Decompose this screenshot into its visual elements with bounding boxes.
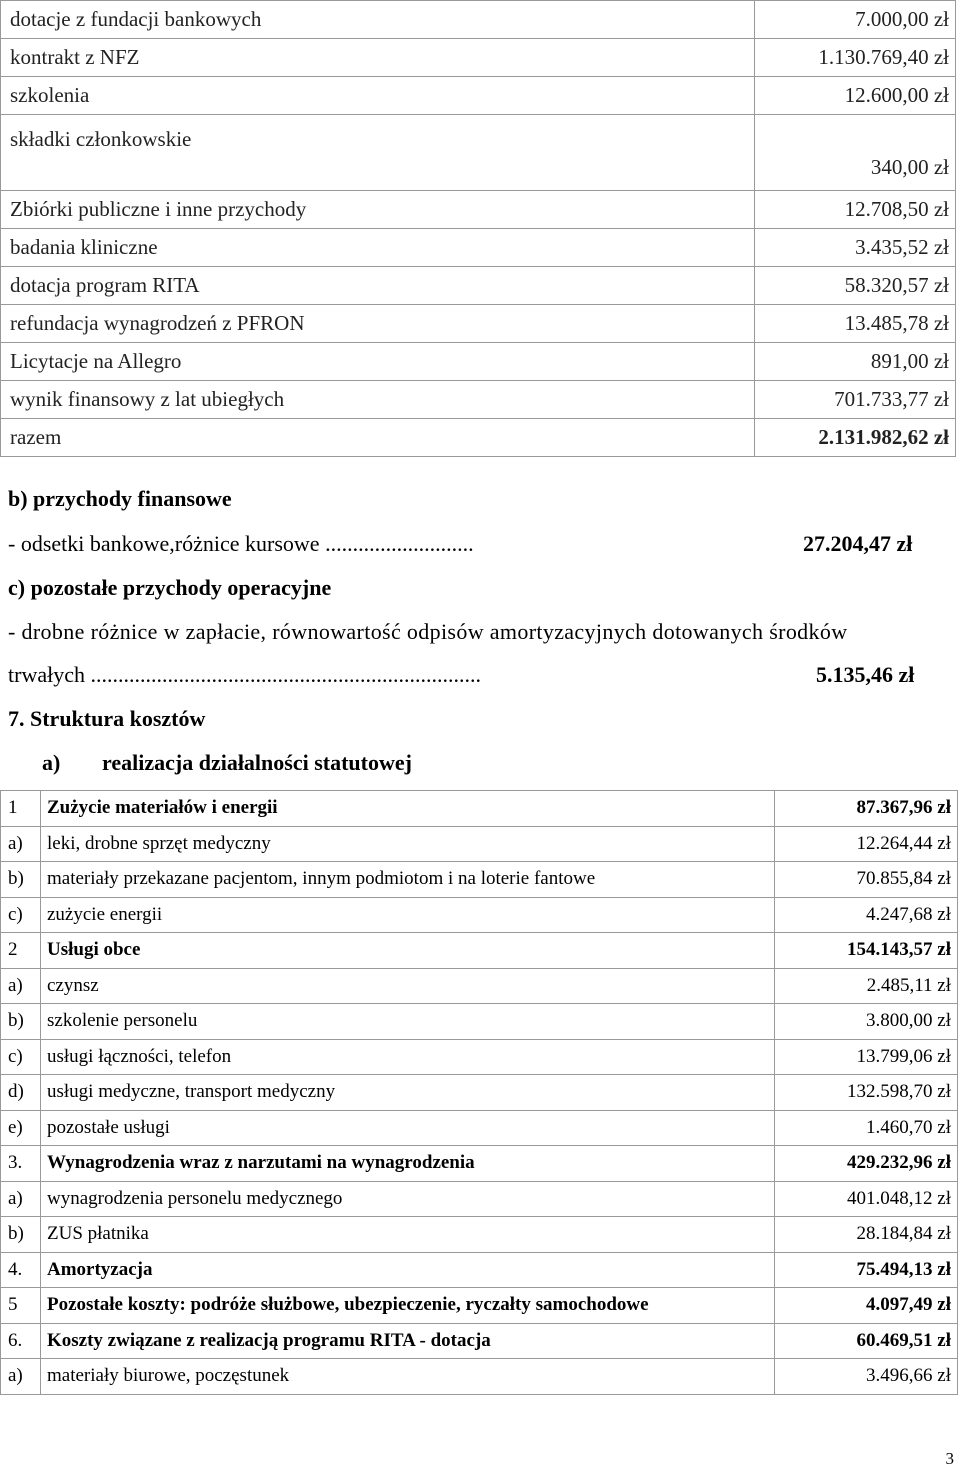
cost-label: usługi łączności, telefon: [41, 1039, 775, 1075]
cost-row: [1, 1146, 958, 1182]
cost-label: Koszty związane z realizacją programu RITA - dotacja: [41, 1323, 775, 1359]
cost-value: 12.264,44 zł: [775, 826, 958, 862]
cost-value: 1.460,70 zł: [775, 1110, 958, 1146]
income-amount: 12.708,50 zł: [755, 191, 956, 229]
section-c-line1: - drobne różnice w zapłacie, równowartość odpisów amortyzacyjnych dotowanych środków: [8, 619, 848, 644]
income-row: [1, 267, 956, 305]
cost-row: [1, 1217, 958, 1253]
income-amount: 2.131.982,62 zł: [755, 419, 956, 457]
cost-row: [1, 1359, 958, 1395]
cost-label: materiały przekazane pacjentom, innym podmiotom i na loterie fantowe: [41, 862, 775, 898]
cost-num: 3.: [1, 1146, 41, 1182]
cost-row: [1, 826, 958, 862]
cost-num: b): [1, 862, 41, 898]
cost-label: Zużycie materiałów i energii: [41, 791, 775, 827]
cost-num: b): [1, 1004, 41, 1040]
section-b-line-label: - odsetki bankowe,różnice kursowe ...........................: [8, 531, 474, 556]
cost-value: 3.496,66 zł: [775, 1359, 958, 1395]
cost-table: [0, 790, 958, 1395]
income-row: [1, 39, 956, 77]
cost-value: 75.494,13 zł: [775, 1252, 958, 1288]
cost-label: zużycie energii: [41, 897, 775, 933]
cost-label: czynsz: [41, 968, 775, 1004]
section-7-subheading: [42, 750, 412, 776]
cost-value: 2.485,11 zł: [775, 968, 958, 1004]
income-row: [1, 419, 956, 457]
cost-label: usługi medyczne, transport medyczny: [41, 1075, 775, 1111]
cost-row: [1, 1039, 958, 1075]
income-label: Zbiórki publiczne i inne przychody: [1, 191, 755, 229]
income-row: [1, 305, 956, 343]
income-amount: 58.320,57 zł: [755, 267, 956, 305]
cost-row: [1, 1288, 958, 1324]
income-amount: 13.485,78 zł: [755, 305, 956, 343]
cost-row: [1, 1181, 958, 1217]
cost-num: a): [1, 826, 41, 862]
section-7-heading: 7. Struktura kosztów: [8, 706, 206, 731]
cost-row: [1, 933, 958, 969]
section-b-line-amount: 27.204,47 zł: [803, 531, 913, 556]
income-amount: 12.600,00 zł: [755, 77, 956, 115]
cost-value: 401.048,12 zł: [775, 1181, 958, 1217]
income-row: [1, 343, 956, 381]
cost-label: wynagrodzenia personelu medycznego: [41, 1181, 775, 1217]
income-amount: 701.733,77 zł: [755, 381, 956, 419]
income-amount: 891,00 zł: [755, 343, 956, 381]
income-amount: 1.130.769,40 zł: [755, 39, 956, 77]
cost-row: [1, 862, 958, 898]
cost-label: ZUS płatnika: [41, 1217, 775, 1253]
cost-row: [1, 897, 958, 933]
cost-value: 154.143,57 zł: [775, 933, 958, 969]
income-label: Licytacje na Allegro: [1, 343, 755, 381]
cost-label: pozostałe usługi: [41, 1110, 775, 1146]
cost-num: a): [1, 1359, 41, 1395]
income-row: [1, 381, 956, 419]
cost-num: a): [1, 968, 41, 1004]
cost-row: [1, 1252, 958, 1288]
cost-label: Usługi obce: [41, 933, 775, 969]
income-row: [1, 77, 956, 115]
cost-label: Pozostałe koszty: podróże służbowe, ubezpieczenie, ryczałty samochodowe: [41, 1288, 775, 1324]
income-label: kontrakt z NFZ: [1, 39, 755, 77]
income-amount: 7.000,00 zł: [755, 1, 956, 39]
income-row: [1, 229, 956, 267]
cost-label: materiały biurowe, poczęstunek: [41, 1359, 775, 1395]
section-c-line2-amount: 5.135,46 zł: [816, 662, 915, 687]
cost-value: 132.598,70 zł: [775, 1075, 958, 1111]
cost-value: 4.097,49 zł: [775, 1288, 958, 1324]
cost-num: b): [1, 1217, 41, 1253]
cost-value: 60.469,51 zł: [775, 1323, 958, 1359]
cost-row: [1, 1075, 958, 1111]
section-c-heading: c) pozostałe przychody operacyjne: [8, 575, 332, 600]
cost-row: [1, 1110, 958, 1146]
cost-value: 4.247,68 zł: [775, 897, 958, 933]
cost-value: 87.367,96 zł: [775, 791, 958, 827]
income-label: szkolenia: [1, 77, 755, 115]
income-amount: 3.435,52 zł: [755, 229, 956, 267]
income-amount: 340,00 zł: [755, 115, 956, 191]
cost-num: e): [1, 1110, 41, 1146]
cost-num: 1: [1, 791, 41, 827]
cost-label: Amortyzacja: [41, 1252, 775, 1288]
cost-num: 2: [1, 933, 41, 969]
cost-value: 70.855,84 zł: [775, 862, 958, 898]
income-label: dotacja program RITA: [1, 267, 755, 305]
cost-num: 5: [1, 1288, 41, 1324]
income-label: składki członkowskie: [1, 115, 755, 191]
income-row: [1, 191, 956, 229]
cost-value: 429.232,96 zł: [775, 1146, 958, 1182]
page-number: 3: [945, 1449, 954, 1468]
income-label: wynik finansowy z lat ubiegłych: [1, 381, 755, 419]
cost-num: a): [1, 1181, 41, 1217]
income-label: badania kliniczne: [1, 229, 755, 267]
income-label: razem: [1, 419, 755, 457]
cost-value: 13.799,06 zł: [775, 1039, 958, 1075]
cost-value: 28.184,84 zł: [775, 1217, 958, 1253]
section-7-subheading-marker: a): [42, 750, 61, 775]
cost-num: c): [1, 1039, 41, 1075]
cost-row: [1, 968, 958, 1004]
cost-row: [1, 1004, 958, 1040]
cost-num: d): [1, 1075, 41, 1111]
section-c-line2-label: trwałych .......................................................................: [8, 662, 481, 687]
income-row: [1, 115, 956, 191]
section-b-heading: b) przychody finansowe: [8, 486, 232, 511]
cost-row: [1, 1323, 958, 1359]
income-label: dotacje z fundacji bankowych: [1, 1, 755, 39]
section-c-line2: [8, 662, 928, 688]
cost-label: Wynagrodzenia wraz z narzutami na wynagrodzenia: [41, 1146, 775, 1182]
cost-label: leki, drobne sprzęt medyczny: [41, 826, 775, 862]
income-table: [0, 0, 956, 457]
income-label: refundacja wynagrodzeń z PFRON: [1, 305, 755, 343]
cost-value: 3.800,00 zł: [775, 1004, 958, 1040]
section-7-subheading-text: realizacja działalności statutowej: [102, 750, 412, 775]
section-b-line: [8, 531, 928, 557]
cost-num: c): [1, 897, 41, 933]
income-row: [1, 1, 956, 39]
cost-label: szkolenie personelu: [41, 1004, 775, 1040]
cost-row: [1, 791, 958, 827]
cost-num: 6.: [1, 1323, 41, 1359]
cost-num: 4.: [1, 1252, 41, 1288]
